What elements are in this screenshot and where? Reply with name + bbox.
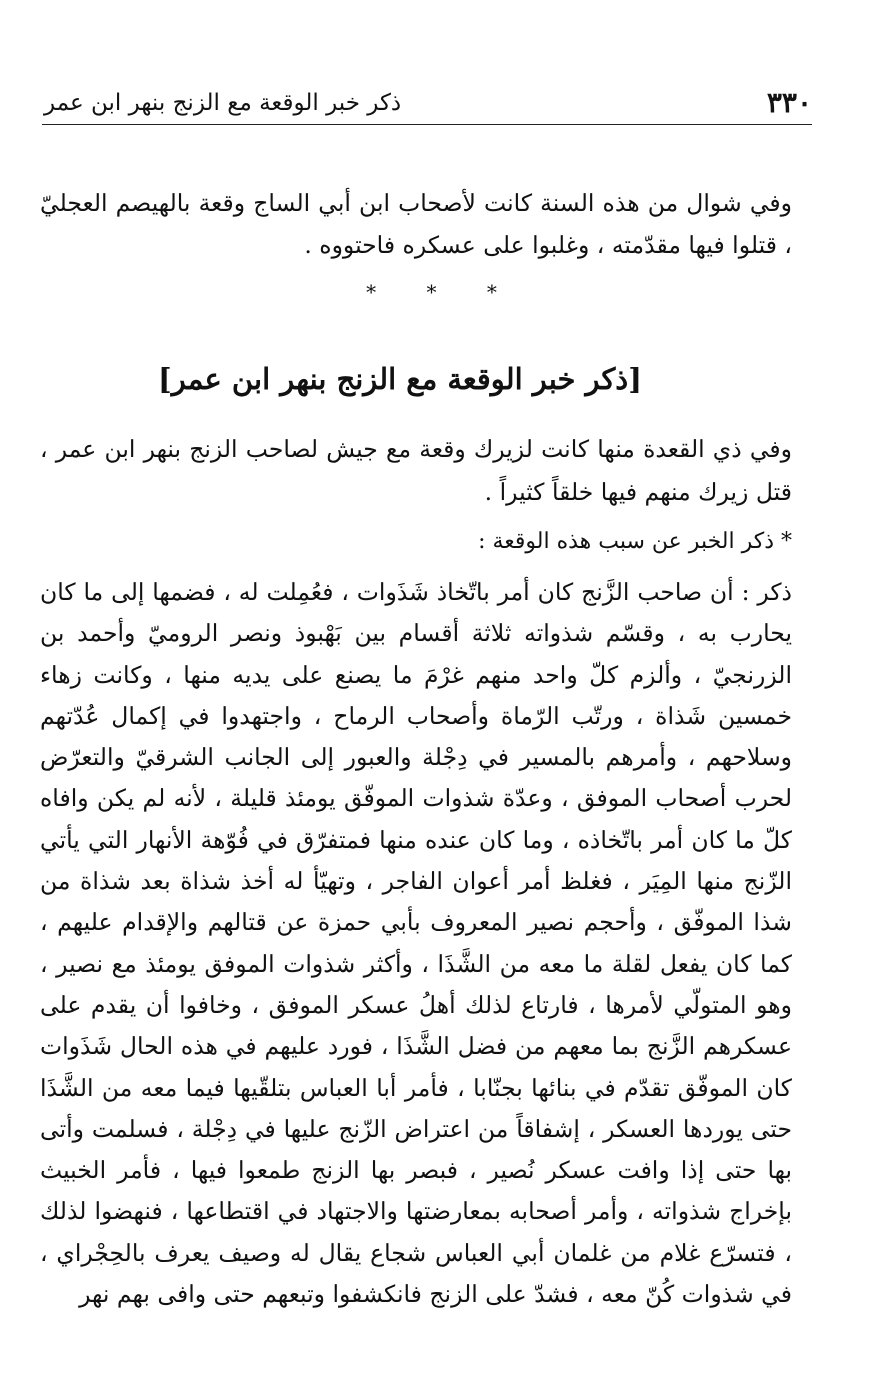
subheading-cause: * ذكر الخبر عن سبب هذه الوقعة : [478, 529, 792, 554]
page-number: ٣٣٠ [766, 86, 812, 119]
running-header [42, 84, 812, 125]
running-title: ذكر خبر الوقعة مع الزنج بنهر ابن عمر [44, 90, 402, 116]
section-separator: * * * [366, 280, 519, 304]
paragraph-narrative: ذكر : أن صاحب الزَّنج كان أمر باتّخاذ شَذَوات ، فعُمِلت له ، فضمها إلى ما كان يحارب به ، وقسّم شذواته ثلاثة أقسام بين بَهْبوذ ونصر الروميّ وأحمد بن الزرنجيّ ، وألزم كلّ واحد منهم غرْمَ ما يصنع على يديه منها ، وكانت زهاء خمسين شَذاة ، ورتّب الرّماة وأصحاب الرماح ، واجتهدوا في إكمال عُدّتهم وسلاحهم ، وأمرهم بالمسير في دِجْلة والعبور إلى الجانب الشرقيّ والتعرّض لحرب أصحاب الموفق ، وعدّة شذوات الموفّق يومئذ قليلة ، لأنه لم يكن وافاه كلّ ما كان أمر باتّخاذه ، وما كان عنده منها فمتفرّق في فُوّهة الأنهار التي يأتي الزّنج منها المِيَر ، فغلظ أمر أعوان الفاجر ، وتهيّأ له أخذ شذاة بعد شذاة من شذا الموفّق ، وأحجم نصير المعروف بأبي حمزة عن قتالهم والإقدام عليهم ، كما كان يفعل لقلة ما معه من الشَّذَا ، وأكثر شذوات الموفق يومئذ مع نصير ، وهو المتولّي لأمرها ، فارتاع لذلك أهلُ عسكر الموفق ، وخافوا أن يقدم على عسكرهم الزَّنج بما معهم من فضل الشَّذَا ، فورد عليهم في هذه الحال شَذَوات كان الموفّق تقدّم في بنائها بجنّابا ، فأمر أبا العباس بتلقّيها فيما معه من الشَّذَا حتى يوردها العسكر ، إشفاقاً من اعتراض الزّنج عليها في دِجْلة ، فسلمت وأتى بها حتى إذا وافت عسكر نُصير ، فبصر بها الزنج طمعوا فيها ، فأمر الخبيث بإخراج شذواته ، وأمر أصحابه بمعارضتها والاجتهاد في اقتطاعها ، فنهضوا لذلك ، فتسرّع غلام من غلمان أبي العباس شجاع يقال له وصيف يعرف بالحِجْراي ، في شذوات كُنّ معه ، فشدّ على الزنج فانكشفوا وتبعهم حتى وافى بهم نهر [40, 578, 792, 1309]
section-heading: [ذكر خبر الوقعة مع الزنج بنهر ابن عمر] [158, 362, 642, 396]
paragraph-shawwal: وفي شوال من هذه السنة كانت لأصحاب ابن أبي الساج وقعة بالهيصم العجليّ ، قتلوا فيها مقدّمته ، وغلبوا على عسكره فاحتووه . [40, 189, 792, 259]
paragraph-dhul-qada: وفي ذي القعدة منها كانت لزيرك وقعة مع جيش لصاحب الزنج بنهر ابن عمر ، قتل زيرك منهم فيها خلقاً كثيراً . [40, 435, 792, 506]
